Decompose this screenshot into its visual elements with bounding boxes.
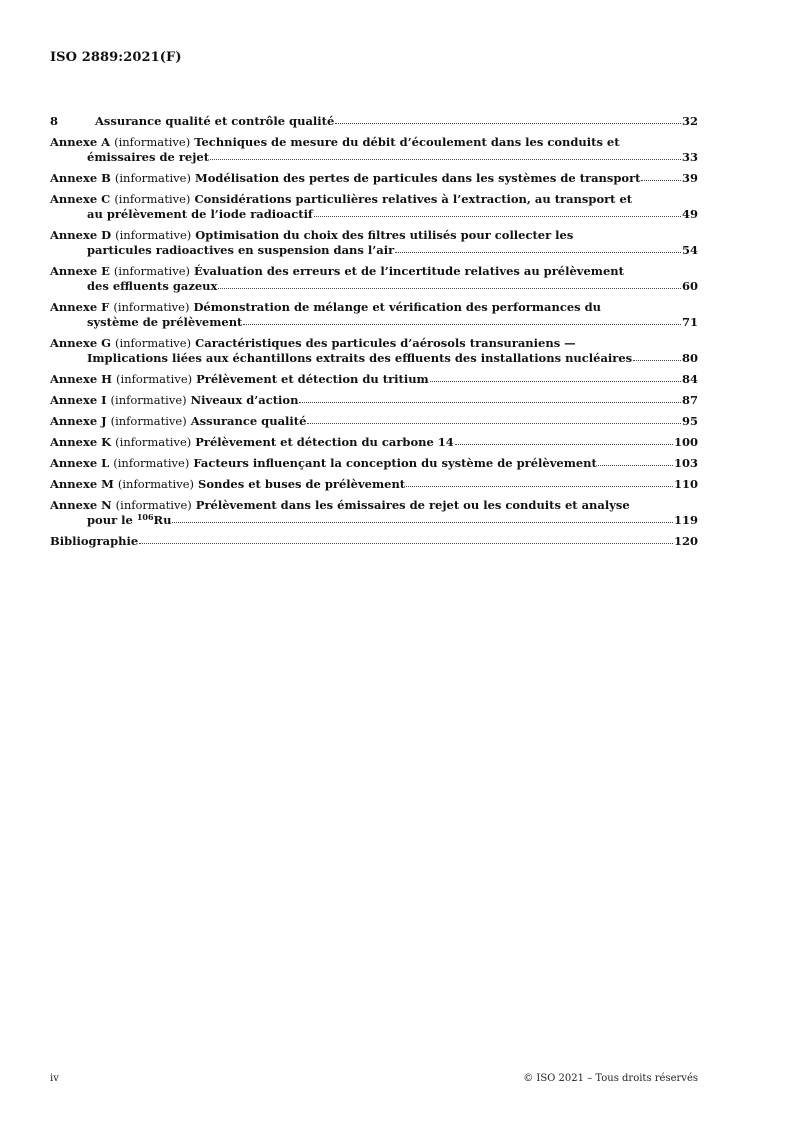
- dot-leader: [406, 485, 673, 487]
- annex-type: (informative): [114, 192, 191, 206]
- document-id: ISO 2889:2021(F): [50, 50, 182, 65]
- footer-copyright: © ISO 2021 – Tous droits réservés: [523, 1073, 698, 1084]
- dot-leader: [172, 521, 673, 523]
- table-of-contents: [50, 114, 698, 555]
- toc-entry-annex-c[interactable]: [50, 192, 698, 222]
- dot-leader: [314, 215, 681, 217]
- toc-entry-annex-i[interactable]: [50, 393, 698, 408]
- annex-type: (informative): [114, 171, 191, 185]
- annex-type: (informative): [115, 498, 192, 512]
- entry-title: Assurance qualité et contrôle qualité: [95, 114, 335, 128]
- toc-entry-annex-f[interactable]: [50, 300, 698, 330]
- toc-entry-annex-m[interactable]: [50, 477, 698, 492]
- entry-title: Niveaux d’action: [190, 393, 299, 407]
- annex-label: Annexe J: [50, 414, 107, 428]
- toc-entry-annex-d[interactable]: [50, 228, 698, 258]
- annex-label: Annexe N: [50, 498, 112, 512]
- annex-type: (informative): [115, 228, 192, 242]
- dot-leader: [598, 464, 673, 466]
- dot-leader: [335, 122, 681, 124]
- entry-title: Prélèvement dans les émissaires de rejet ou les conduits et analyse: [195, 498, 630, 512]
- page-number: 54: [681, 243, 698, 257]
- entry-title: Prélèvement et détection du carbone 14: [195, 435, 454, 449]
- entry-title: Techniques de mesure du débit d’écoulement dans les conduits et: [194, 135, 620, 149]
- annex-label: Annexe B: [50, 171, 111, 185]
- annex-type: (informative): [115, 435, 192, 449]
- entry-title: Optimisation du choix des filtres utilisés pour collecter les: [195, 228, 574, 242]
- annex-type: (informative): [113, 264, 191, 278]
- page-number: 84: [681, 372, 698, 386]
- annex-label: Annexe C: [50, 192, 111, 206]
- annex-type: (informative): [110, 414, 187, 428]
- dot-leader: [210, 158, 681, 160]
- toc-entry-section-8[interactable]: [50, 114, 698, 129]
- toc-entry-annex-g[interactable]: [50, 336, 698, 366]
- page-number: 110: [673, 477, 698, 491]
- annex-label: Annexe M: [50, 477, 114, 491]
- page-number: 60: [681, 279, 698, 293]
- annex-label: Annexe D: [50, 228, 112, 242]
- toc-entry-annex-k[interactable]: [50, 435, 698, 450]
- toc-entry-annex-h[interactable]: [50, 372, 698, 387]
- entry-title: Sondes et buses de prélèvement: [198, 477, 406, 491]
- annex-label: Annexe G: [50, 336, 111, 350]
- annex-type: (informative): [114, 135, 191, 149]
- toc-entry-annex-l[interactable]: [50, 456, 698, 471]
- entry-title: Facteurs influençant la conception du système de prélèvement: [193, 456, 597, 470]
- page-number: 80: [681, 351, 698, 365]
- entry-title-continued: Implications liées aux échantillons extraits des effluents des installations nucléaires: [87, 351, 633, 365]
- annex-type: (informative): [113, 300, 190, 314]
- dot-leader: [395, 251, 681, 253]
- annex-type: (informative): [113, 456, 190, 470]
- footer-page-number: iv: [50, 1073, 59, 1084]
- page-number: 71: [681, 315, 698, 329]
- toc-entry-annex-e[interactable]: [50, 264, 698, 294]
- annex-label: Annexe F: [50, 300, 110, 314]
- dot-leader: [633, 359, 681, 361]
- dot-leader: [641, 179, 681, 181]
- toc-entry-annex-a[interactable]: [50, 135, 698, 165]
- annex-label: Annexe A: [50, 135, 111, 149]
- toc-entry-annex-j[interactable]: [50, 414, 698, 429]
- entry-title: Bibliographie: [50, 534, 139, 548]
- entry-title-continued: [50, 513, 171, 528]
- page-number: 103: [673, 456, 698, 470]
- entry-title: Considérations particulières relatives à l’extraction, au transport et: [194, 192, 633, 206]
- annex-label: Annexe H: [50, 372, 113, 386]
- page-number: 119: [673, 513, 698, 527]
- page-number: 100: [673, 435, 698, 449]
- entry-title-continued: particules radioactives en suspension dans l’air: [87, 243, 395, 257]
- entry-title-continued: émissaires de rejet: [87, 150, 210, 164]
- entry-title-continued: au prélèvement de l’iode radioactif: [87, 207, 313, 221]
- element-symbol: Ru: [153, 513, 172, 527]
- annex-type: (informative): [116, 372, 193, 386]
- page-number: 87: [681, 393, 698, 407]
- annex-label: Annexe K: [50, 435, 112, 449]
- page-number: 120: [673, 534, 698, 548]
- annex-label: Annexe E: [50, 264, 110, 278]
- annex-type: (informative): [117, 477, 194, 491]
- annex-label: Annexe I: [50, 393, 107, 407]
- entry-title: Assurance qualité: [190, 414, 307, 428]
- dot-leader: [243, 323, 681, 325]
- annex-type: (informative): [114, 336, 192, 350]
- toc-entry-annex-b[interactable]: [50, 171, 698, 186]
- page-number: 39: [681, 171, 698, 185]
- title-prefix: pour le: [87, 513, 137, 527]
- page-number: 33: [681, 150, 698, 164]
- entry-title: Démonstration de mélange et vérification des performances du: [193, 300, 602, 314]
- dot-leader: [139, 542, 673, 544]
- annex-type: (informative): [110, 393, 187, 407]
- dot-leader: [299, 401, 681, 403]
- entry-title: Évaluation des erreurs et de l’incertitude relatives au prélèvement: [194, 264, 624, 278]
- section-number: 8: [50, 114, 59, 128]
- toc-entry-bibliography[interactable]: [50, 534, 698, 549]
- page-number: 49: [681, 207, 698, 221]
- dot-leader: [430, 380, 681, 382]
- dot-leader: [218, 287, 681, 289]
- isotope-mass-number: 106: [136, 512, 154, 522]
- page-number: 32: [681, 114, 698, 128]
- entry-title: Caractéristiques des particules d’aérosols transuraniens —: [195, 336, 576, 350]
- dot-leader: [455, 443, 673, 445]
- annex-label: Annexe L: [50, 456, 110, 470]
- page-number: 95: [681, 414, 698, 428]
- toc-entry-annex-n[interactable]: [50, 498, 698, 528]
- dot-leader: [307, 422, 681, 424]
- entry-title-continued: des effluents gazeux: [87, 279, 218, 293]
- entry-title: Modélisation des pertes de particules dans les systèmes de transport: [195, 171, 641, 185]
- page-footer: [50, 1073, 698, 1084]
- entry-title-continued: système de prélèvement: [87, 315, 243, 329]
- entry-title: Prélèvement et détection du tritium: [196, 372, 429, 386]
